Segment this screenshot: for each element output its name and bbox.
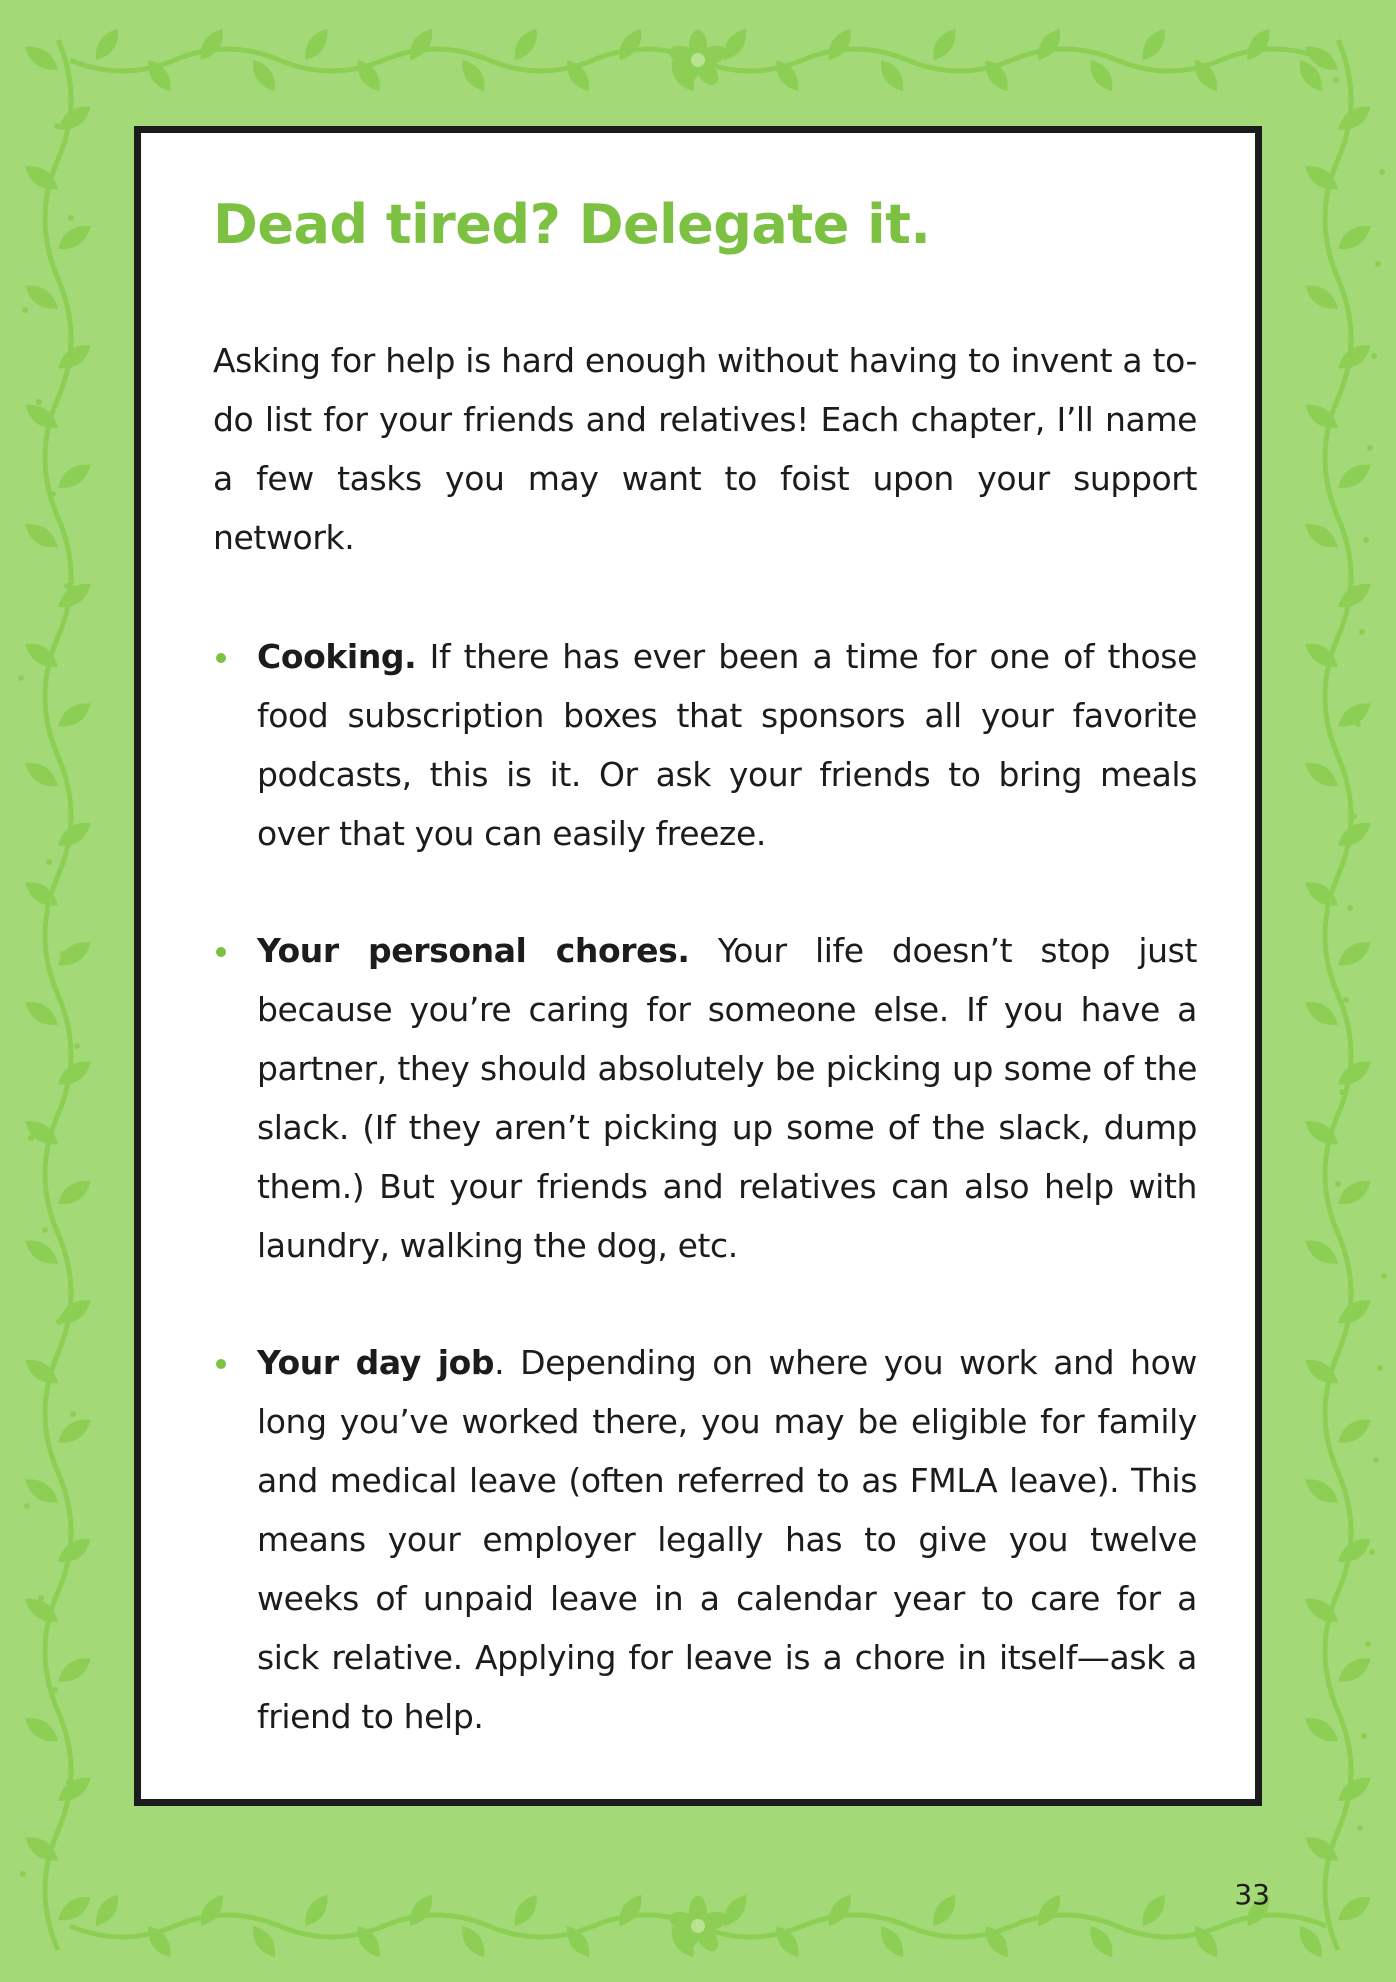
leaf-icon	[194, 1890, 229, 1930]
dot	[1363, 537, 1369, 543]
dot	[1355, 721, 1361, 727]
leaf-icon	[20, 1234, 62, 1271]
leaf-icon	[1333, 816, 1375, 853]
dot	[1375, 261, 1381, 267]
leaf-icon	[247, 55, 282, 95]
leaf-icon	[508, 24, 543, 64]
intro-paragraph: Asking for help is hard enough without having to invent a to-do list for your friends and relatives! Each chapter, I’ll name a few tasks you may want to foist upon your support network.	[213, 341, 1197, 557]
leaf-icon	[613, 24, 648, 64]
dot	[52, 1687, 58, 1693]
leaf-icon	[1333, 1771, 1375, 1808]
dot	[1351, 813, 1357, 819]
dot	[1379, 169, 1385, 175]
leaf-icon	[53, 1174, 95, 1211]
dot	[22, 307, 28, 313]
leaf-icon	[1136, 24, 1171, 64]
dot	[1381, 1273, 1387, 1279]
leaf-icon	[822, 1890, 857, 1930]
task-lead: Your personal chores.	[257, 931, 690, 970]
leaf-icon	[194, 24, 229, 64]
leaf-icon	[1333, 1652, 1375, 1689]
leaf-icon	[20, 518, 62, 555]
leaf-icon	[1333, 1055, 1375, 1092]
leaf-icon	[1300, 1234, 1342, 1271]
leaf-icon	[875, 1921, 910, 1961]
leaf-icon	[53, 100, 95, 137]
dot	[1361, 1733, 1367, 1739]
vine-stem	[45, 40, 71, 1950]
dot	[66, 1779, 72, 1785]
leaf-icon	[456, 55, 491, 95]
leaf-icon	[299, 1890, 334, 1930]
leaf-icon	[1300, 995, 1342, 1032]
leaf-icon	[1333, 577, 1375, 614]
leaf-icon	[456, 1921, 491, 1961]
leaf-icon	[53, 816, 95, 853]
dot	[64, 583, 70, 589]
task-lead: Cooking.	[257, 637, 417, 676]
task-text: Your life doesn’t stop just because you’re caring for someone else. If you have a partner, they should absolutely be picking up some of the slack. (If they aren’t picking up some of the slack, dump them.) But your friends and relatives can also help with laundry, walking the dog, etc.	[257, 931, 1197, 1265]
task-item-day-job	[213, 1333, 1197, 1746]
dot	[1371, 353, 1377, 359]
leaf-icon	[53, 935, 95, 972]
leaf-icon	[53, 697, 95, 734]
dot	[70, 1411, 76, 1417]
dot	[20, 1871, 26, 1877]
leaf-icon	[1300, 1473, 1342, 1510]
dot	[36, 399, 42, 405]
task-list	[213, 627, 1197, 1804]
task-lead: Your day job	[257, 1343, 495, 1382]
dot	[1369, 1549, 1375, 1555]
leaf-icon	[927, 24, 962, 64]
leaf-icon	[53, 338, 95, 375]
dot	[1373, 1457, 1379, 1463]
leaf-icon	[1333, 1532, 1375, 1569]
dot	[1347, 905, 1353, 911]
dot	[38, 1595, 44, 1601]
page-title: Dead tired? Delegate it.	[213, 193, 931, 256]
dot	[60, 951, 66, 957]
page-number: 33	[1234, 1878, 1270, 1911]
leaf-icon	[20, 995, 62, 1032]
leaf-icon	[927, 1890, 962, 1930]
leaf-icon	[53, 458, 95, 495]
leaf-icon	[20, 756, 62, 793]
dot	[24, 1503, 30, 1509]
dot	[46, 859, 52, 865]
dot	[18, 675, 24, 681]
leaf-icon	[1300, 1711, 1342, 1748]
dot	[50, 491, 56, 497]
dot	[1357, 1825, 1363, 1831]
dot	[42, 1227, 48, 1233]
dot	[68, 215, 74, 221]
task-text: If there has ever been a time for one of those food subscription boxes that sponsors all your favorite podcasts, this is it. Or ask your friends to bring meals over that you can easily freeze.	[257, 637, 1197, 853]
dot	[1335, 1181, 1341, 1187]
leaf-icon	[1333, 1174, 1375, 1211]
leaf-icon	[90, 24, 125, 64]
dot	[28, 1135, 34, 1141]
dot	[1339, 1089, 1345, 1095]
flower-center	[691, 1919, 705, 1933]
leaf-icon	[53, 1055, 95, 1092]
leaf-icon	[247, 1921, 282, 1961]
leaf-icon	[1333, 1293, 1375, 1330]
bullet-dot-icon	[216, 653, 226, 663]
bullet-dot-icon	[216, 947, 226, 957]
leaf-icon	[1293, 1921, 1328, 1961]
leaf-icon	[1084, 55, 1119, 95]
leaf-icon	[404, 24, 439, 64]
leaf-icon	[90, 1890, 125, 1930]
leaf-icon	[1333, 458, 1375, 495]
task-item-personal-chores	[213, 921, 1197, 1275]
task-text: . Depending on where you work and how long you’ve worked there, you may be eligible for family and medical leave (often referred to as FMLA leave). This means your employer legally has to give you twelve weeks of unpaid leave in a calendar year to care for a sick relative. Applying for leave is a chore in itself—ask a friend to help.	[257, 1343, 1197, 1736]
leaf-icon	[1333, 219, 1375, 256]
leaf-icon	[1333, 1413, 1375, 1450]
leaf-icon	[1032, 24, 1067, 64]
bullet-dot-icon	[216, 1359, 226, 1369]
leaf-icon	[508, 1890, 543, 1930]
leaf-icon	[1032, 1890, 1067, 1930]
leaf-icon	[1333, 338, 1375, 375]
leaf-icon	[53, 1771, 95, 1808]
leaf-icon	[1333, 935, 1375, 972]
dot	[32, 767, 38, 773]
dot	[1367, 445, 1373, 451]
leaf-icon	[822, 24, 857, 64]
dot	[54, 123, 60, 129]
leaf-icon	[1084, 1921, 1119, 1961]
leaf-icon	[1333, 100, 1375, 137]
leaf-icon	[1241, 24, 1276, 64]
leaf-icon	[53, 577, 95, 614]
leaf-icon	[1333, 697, 1375, 734]
content-card	[134, 126, 1262, 1806]
leaf-icon	[20, 1711, 62, 1748]
dot	[56, 1319, 62, 1325]
dot	[1333, 77, 1339, 83]
leaf-icon	[613, 1890, 648, 1930]
dot	[1343, 997, 1349, 1003]
leaf-icon	[1136, 1890, 1171, 1930]
flower-center	[691, 53, 705, 67]
dot	[1365, 1641, 1371, 1647]
task-item-cooking	[213, 627, 1197, 863]
dot	[1359, 629, 1365, 635]
leaf-icon	[1300, 279, 1342, 316]
vine-stem	[1325, 40, 1351, 1950]
leaf-icon	[1300, 756, 1342, 793]
leaf-icon	[20, 40, 62, 77]
leaf-icon	[404, 1890, 439, 1930]
leaf-icon	[53, 1413, 95, 1450]
leaf-icon	[1333, 1890, 1375, 1927]
leaf-icon	[53, 1652, 95, 1689]
leaf-icon	[53, 219, 95, 256]
leaf-icon	[53, 1532, 95, 1569]
leaf-icon	[53, 1890, 95, 1927]
dot	[1377, 1365, 1383, 1371]
leaf-icon	[875, 55, 910, 95]
leaf-icon	[299, 24, 334, 64]
leaf-icon	[1300, 518, 1342, 555]
dot	[74, 1043, 80, 1049]
